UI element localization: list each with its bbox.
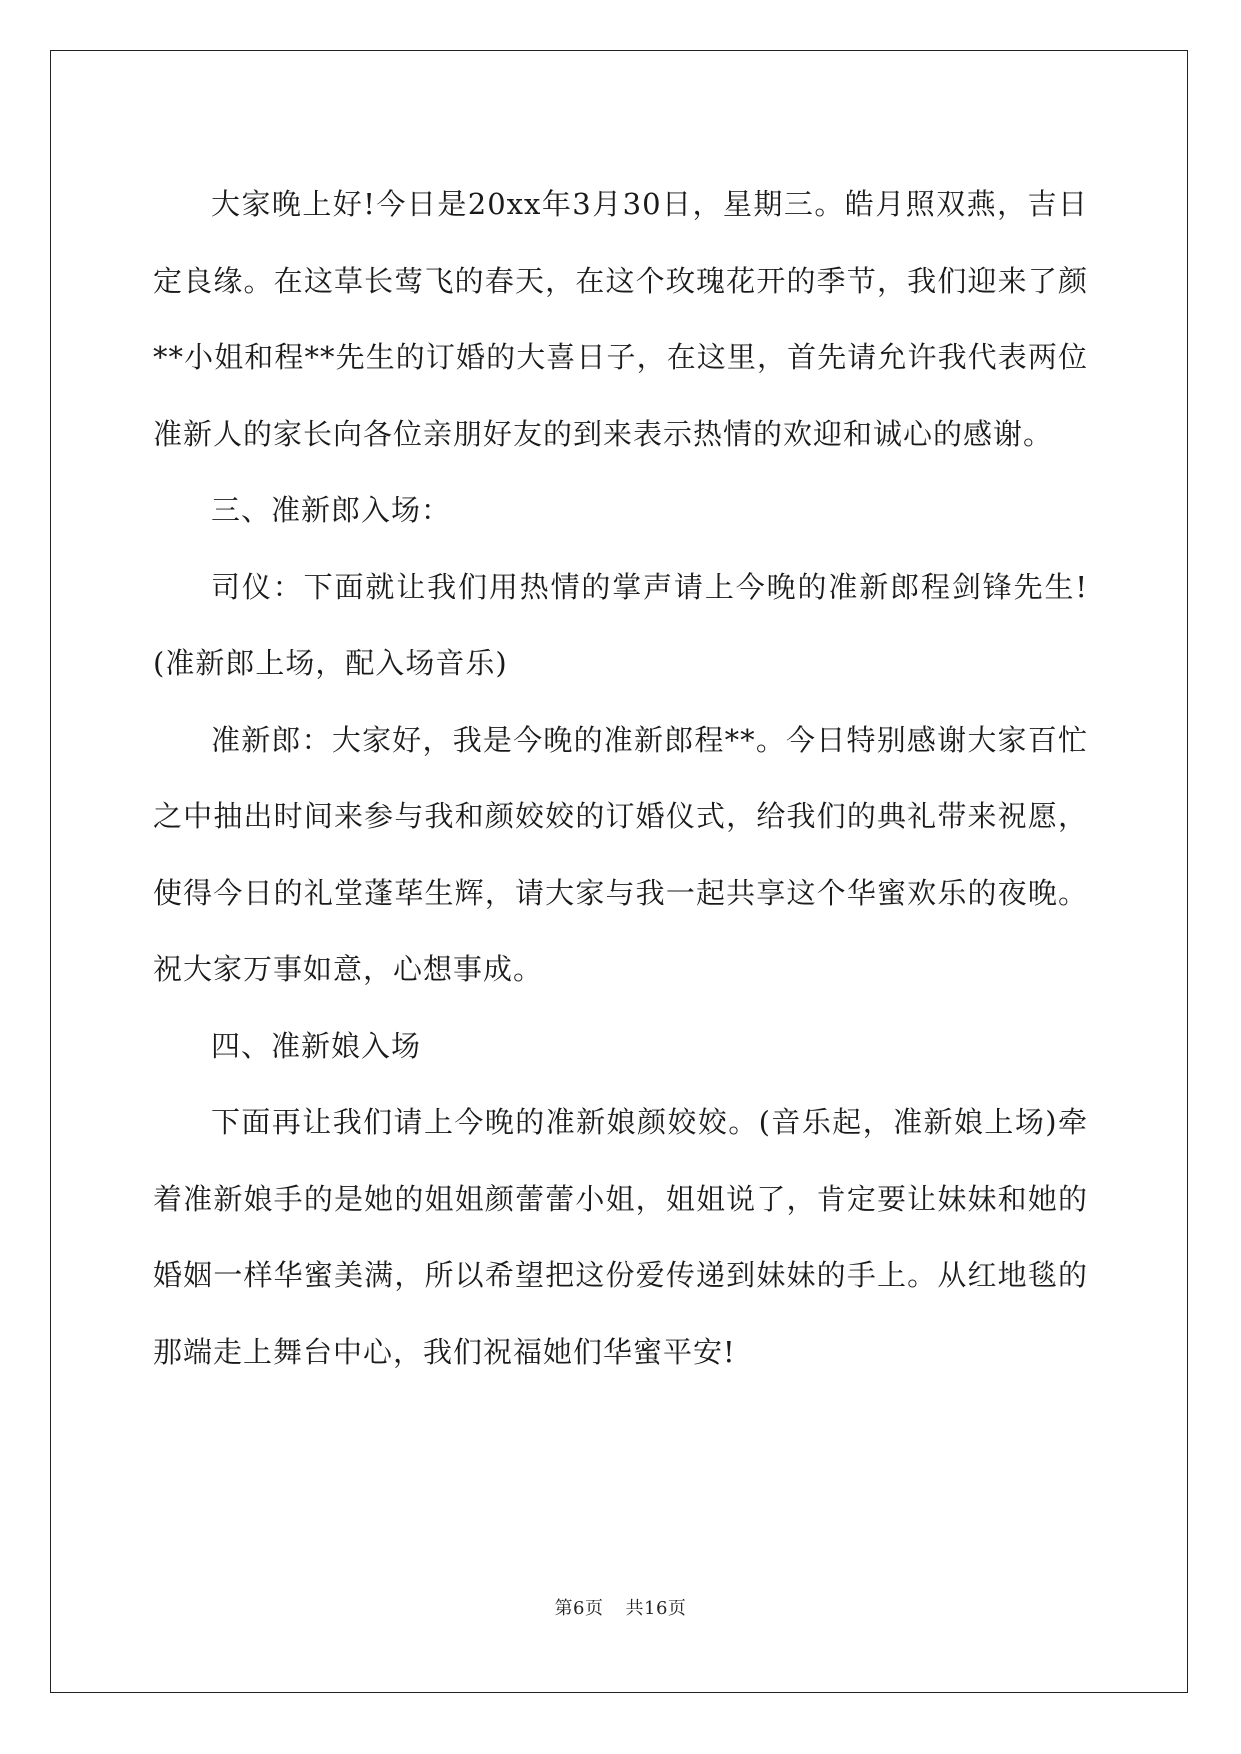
paragraph-section-three-heading: 三、准新郎入场： <box>211 493 452 527</box>
page-footer <box>0 1594 1241 1620</box>
paragraph-groom-speech: 准新郎：大家好，我是今晚的准新郎程**。今日特别感谢大家百忙之中抽出时间来参与我和颜姣姣的订婚仪式，给我们的典礼带来祝愿，使得今日的礼堂蓬荜生辉，请大家与我一起共享这个华蜜欢乐的夜晚。祝大家万事如意，心想事成。 <box>153 722 1088 986</box>
page-number-current: 第6页 <box>554 1598 604 1619</box>
paragraph-section-four-heading: 四、准新娘入场 <box>211 1028 422 1063</box>
page-number-total: 共16页 <box>625 1598 687 1619</box>
document-body <box>153 166 1088 1390</box>
paragraph-host-introduces-groom: 司仪：下面就让我们用热情的掌声请上今晚的准新郎程剑锋先生!(准新郎上场，配入场音乐) <box>153 569 1088 680</box>
paragraph-opening-greeting: 大家晚上好!今日是20xx年3月30日，星期三。皓月照双燕，吉日定良缘。在这草长莺飞的春天，在这个玫瑰花开的季节，我们迎来了颜**小姐和程**先生的订婚的大喜日子，在这里，首先请允许我代表两位准新人的家长向各位亲朋好友的到来表示热情的欢迎和诚心的感谢。 <box>153 187 1088 451</box>
paragraph-bride-entrance: 下面再让我们请上今晚的准新娘颜姣姣。(音乐起，准新娘上场)牵着准新娘手的是她的姐姐颜蕾蕾小姐，姐姐说了，肯定要让妹妹和她的婚姻一样华蜜美满，所以希望把这份爱传递到妹妹的手上。从红地毯的那端走上舞台中心，我们祝福她们华蜜平安! <box>153 1105 1088 1369</box>
